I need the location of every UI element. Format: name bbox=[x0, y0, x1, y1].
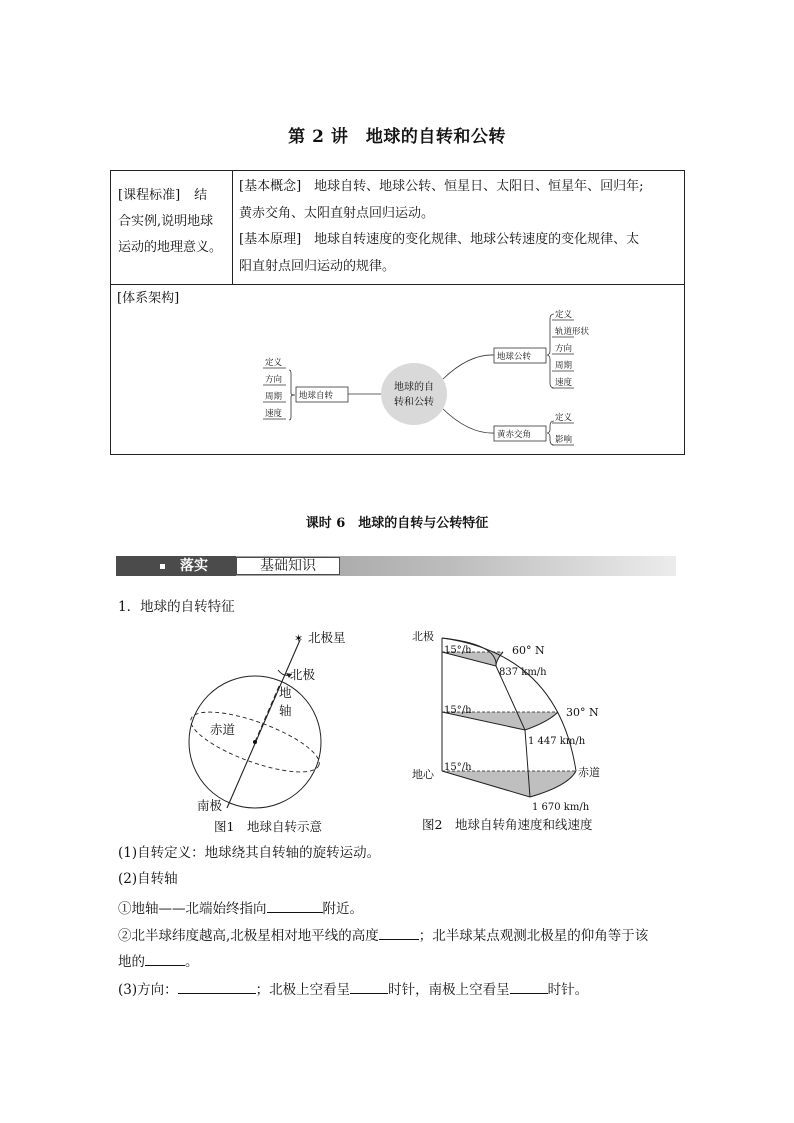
section-tag bbox=[116, 556, 236, 576]
rotation-item-period: 周期 bbox=[265, 392, 283, 402]
figure-1-caption: 图1 地球自转示意 bbox=[214, 819, 322, 834]
curriculum-standards-table bbox=[110, 170, 685, 455]
item-1-definition: (1)自转定义：地球绕其自转轴的旋转运动。 bbox=[118, 845, 381, 861]
revolution-item-direction: 方向 bbox=[555, 344, 573, 354]
bullet-square-icon bbox=[160, 564, 165, 569]
answer-blank-1[interactable] bbox=[267, 898, 323, 913]
item-2b-line-2-suffix: 。 bbox=[185, 954, 199, 970]
item-3-middle-2: 时针，南极上空看呈 bbox=[388, 982, 510, 998]
basic-concepts-line-2: 黄赤交角、太阳直射点回归运动。 bbox=[239, 205, 435, 221]
rotation-node-label: 地球自转 bbox=[299, 391, 334, 401]
item-2-axis: (2)自转轴 bbox=[118, 871, 178, 887]
answer-blank-4[interactable] bbox=[178, 979, 256, 994]
section-header-bar bbox=[116, 556, 676, 576]
fig1-north-pole-label: 北极 bbox=[290, 667, 316, 682]
framework-label: [体系架构] bbox=[117, 291, 180, 306]
revolution-item-speed: 速度 bbox=[555, 378, 573, 388]
polaris-star-icon: ✶ bbox=[294, 632, 304, 645]
fig2-equator-label: 赤道 bbox=[578, 766, 600, 779]
center-node-line-1: 地球的自 bbox=[394, 382, 434, 393]
revolution-item-period: 周期 bbox=[555, 361, 573, 371]
answer-blank-3[interactable] bbox=[145, 951, 185, 966]
figure-2-caption: 图2 地球自转角速度和线速度 bbox=[422, 817, 593, 832]
curriculum-standard-text-2: 合实例,说明地球 bbox=[118, 214, 214, 229]
fig2-linear-speed-0: 1 670 km/h bbox=[532, 802, 590, 813]
figure-2-rotation-velocity bbox=[408, 624, 628, 814]
fig2-lat-60-label: 60° N bbox=[512, 644, 545, 657]
item-2a-prefix: ①地轴——北端始终指向 bbox=[118, 901, 267, 917]
basic-concepts-line-1: [基本概念] 地球自转、地球公转、恒星日、太阳日、恒星年、回归年; bbox=[239, 179, 644, 194]
fig1-axis-label-2: 轴 bbox=[279, 703, 292, 718]
revolution-node-label: 地球公转 bbox=[497, 352, 532, 362]
obliquity-item-influence: 影响 bbox=[555, 435, 573, 445]
fig2-angular-speed-0: 15°/h bbox=[444, 762, 472, 773]
item-2b-middle: ；北半球某点观测北极星的仰角等于该 bbox=[418, 928, 649, 944]
item-3-middle-1: ；北极上空看呈 bbox=[255, 982, 351, 998]
fig2-lat-30-label: 30° N bbox=[566, 706, 599, 719]
figure-1-earth-rotation bbox=[180, 622, 380, 837]
rotation-item-speed: 速度 bbox=[265, 409, 283, 419]
revolution-item-orbit-shape: 轨道形状 bbox=[555, 327, 590, 337]
fig1-axis-label-1: 地 bbox=[279, 685, 292, 700]
lesson-title: 课时 6 地球的自转与公转特征 bbox=[305, 516, 489, 531]
rotation-item-definition: 定义 bbox=[265, 358, 283, 368]
fig2-linear-speed-30: 1 447 km/h bbox=[528, 736, 586, 747]
fig1-polaris-label: 北极星 bbox=[308, 630, 346, 645]
answer-blank-5[interactable] bbox=[350, 979, 388, 994]
obliquity-item-definition: 定义 bbox=[555, 413, 573, 423]
basic-principles-line-1: [基本原理] 地球自转速度的变化规律、地球公转速度的变化规律、太 bbox=[239, 232, 640, 247]
fig2-earth-center-label: 地心 bbox=[412, 768, 434, 781]
center-node bbox=[381, 363, 447, 425]
content-heading: 1．地球的自转特征 bbox=[118, 599, 235, 615]
fig2-angular-speed-60: 15°/h bbox=[444, 645, 472, 656]
basic-concepts-cell bbox=[233, 171, 684, 284]
section-tag-label: 落实 bbox=[180, 558, 208, 574]
item-2b bbox=[118, 925, 648, 946]
curriculum-standard-cell bbox=[111, 171, 233, 284]
curriculum-standard-text-3: 运动的地理意义。 bbox=[118, 240, 223, 255]
fig2-north-pole-label: 北极 bbox=[412, 630, 434, 643]
item-3-prefix: (3)方向： bbox=[118, 982, 178, 998]
curriculum-standard-text-1: 结 bbox=[194, 188, 208, 203]
revolution-item-definition: 定义 bbox=[555, 310, 573, 320]
item-2a-suffix: 附近。 bbox=[322, 901, 363, 917]
fig1-south-pole-label: 南极 bbox=[197, 798, 223, 813]
center-node-line-2: 转和公转 bbox=[394, 397, 434, 408]
page-title: 第 2 讲 地球的自转和公转 bbox=[288, 127, 506, 147]
answer-blank-2[interactable] bbox=[379, 925, 419, 940]
item-2a bbox=[118, 898, 363, 919]
item-3-direction bbox=[118, 979, 588, 1000]
curriculum-standard-label: [课程标准] bbox=[118, 188, 181, 203]
item-2b-line-2-prefix: 地的 bbox=[118, 954, 145, 970]
obliquity-node-label: 黄赤交角 bbox=[497, 430, 532, 440]
table-divider bbox=[111, 284, 684, 285]
item-2b-prefix: ②北半球纬度越高,北极星相对地平线的高度 bbox=[118, 928, 379, 944]
fig2-linear-speed-60: 837 km/h bbox=[499, 667, 547, 678]
fig2-angular-speed-30: 15°/h bbox=[444, 705, 472, 716]
basic-principles-line-2: 阳直射点回归运动的规律。 bbox=[239, 258, 396, 274]
fig1-equator-label: 赤道 bbox=[210, 722, 236, 737]
rotation-item-direction: 方向 bbox=[265, 375, 283, 385]
framework-mindmap bbox=[229, 299, 590, 449]
section-subtitle: 基础知识 bbox=[236, 557, 340, 575]
item-2b-line-2 bbox=[118, 951, 199, 972]
item-3-suffix: 时针。 bbox=[547, 982, 589, 998]
answer-blank-6[interactable] bbox=[510, 979, 548, 994]
